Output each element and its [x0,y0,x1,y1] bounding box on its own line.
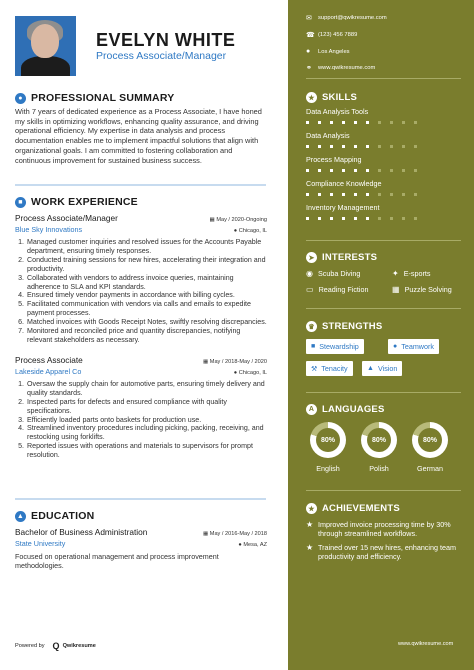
summary-section [15,92,267,165]
contact-location: Los Angeles [318,48,350,55]
star-icon: ★ [306,520,314,529]
interest-item: Puzzle Solving [404,285,452,294]
school-location: Mesa, AZ [243,542,267,548]
rating-dot [330,145,333,148]
rating-dot [306,193,309,196]
medal-icon: ★ [306,503,317,514]
skill-rating [306,217,464,220]
strength-label: Tenacity [321,364,348,373]
rating-dot [414,169,417,172]
skills-title: SKILLS [322,92,357,103]
gamepad-icon: ✦ [392,269,399,278]
rating-dot [318,121,321,124]
divider [15,498,266,500]
divider [306,240,461,241]
rating-dot [342,121,345,124]
achievements-section [306,503,464,561]
book-icon: ▭ [306,285,314,294]
rating-dot [342,193,345,196]
rating-dot [318,145,321,148]
rocket-icon: ➤ [306,252,317,263]
education-title: EDUCATION [31,510,95,522]
skill-row [306,131,464,148]
school-name: State University [15,539,66,548]
phone-icon: ☎ [306,32,315,39]
qwikresume-logo-icon: Q [52,641,60,651]
rating-dot [342,145,345,148]
rating-dot [318,169,321,172]
rating-dot [402,121,405,124]
tenacity-icon: ⚒ [311,365,318,373]
rating-dot [378,169,381,172]
job-duties [15,380,267,460]
rating-dot [378,145,381,148]
company-name: Blue Sky Innovations [15,225,83,234]
strength-chip [362,361,402,376]
calendar-icon: ▦ [202,531,210,537]
job-duties [15,238,267,345]
skill-name: Process Mapping [306,155,362,164]
rating-dot [366,169,369,172]
skill-row [306,107,464,124]
strength-chip [306,361,353,376]
skill-row [306,203,464,220]
star-icon: ★ [306,543,314,552]
rating-dot [342,217,345,220]
summary-title: PROFESSIONAL SUMMARY [31,92,175,104]
duty-item: 3. Collaborated with vendors to address invoice queries, maintaining adherence to SLA and KPI standards. [26,274,267,292]
calendar-icon: ▦ [209,217,217,223]
interest-item: Scuba Diving [317,269,361,278]
pin-icon: ● [238,542,244,548]
interests-section [306,252,464,309]
divider [306,308,461,309]
email-icon: ✉ [306,15,312,22]
sidebar [288,0,474,670]
interest-item: Reading Fiction [318,285,369,294]
candidate-role: Process Associate/Manager [96,50,227,62]
duty-item: 4. Ensured timely vendor payments in accordance with billing cycles. [26,291,267,300]
rating-dot [342,169,345,172]
achievement-item: Trained over 15 new hires, enhancing team productivity and efficiency. [318,543,456,561]
rating-dot [318,217,321,220]
education-section [15,510,267,570]
skill-name: Data Analysis [306,131,350,140]
achievement-item: Improved invoice processing time by 30% through streamlined workflows. [318,520,451,538]
rating-dot [306,169,309,172]
duty-item: 3. Efficiently loaded parts onto baskets for production use. [26,416,267,425]
language-ring [361,422,397,458]
job-dates: May / 2020-Ongoing [216,217,267,223]
rating-dot [402,217,405,220]
rating-dot [390,121,393,124]
candidate-name: EVELYN WHITE [96,30,236,50]
footer-site[interactable]: www.qwikresume.com [398,641,454,647]
rating-dot [378,193,381,196]
profile-photo [15,16,76,76]
rating-dot [318,193,321,196]
duty-item: 5. Facilitated communication with vendors via calls and emails to expedite payment processes. [26,300,267,318]
briefcase-icon: ■ [15,197,26,208]
rating-dot [378,121,381,124]
rating-dot [414,193,417,196]
pin-icon: ● [233,228,239,234]
rating-dot [402,145,405,148]
summary-text: With 7 years of dedicated experience as a Process Associate, I have honed my skills in optimizing workflows, enhancing quality assurance, and driving operational efficiency. My expertise in data analysis and process documentation enables me to implement impactful solutions that align with organizational goals. I am committed to fostering collaboration and continuous improvement for sustained business success. [15,107,262,165]
job-entry [15,355,267,460]
rating-dot [330,121,333,124]
lightbulb-icon: ★ [306,92,317,103]
strength-label: Vision [377,364,398,373]
rating-dot [414,145,417,148]
job-dates: May / 2018-May / 2020 [209,358,267,365]
brand-name: Qwikresume [62,643,96,649]
graduation-cap-icon: ▲ [16,512,25,520]
education-text: Focused on operational management and process improvement methodologies. [15,552,219,570]
skill-rating [306,169,464,172]
rating-dot [330,217,333,220]
divider [15,184,266,186]
rating-dot [306,145,309,148]
rating-dot [306,121,309,124]
divider [306,78,461,79]
rating-dot [354,169,357,172]
rating-dot [366,217,369,220]
rating-dot [306,217,309,220]
languages-section [306,404,464,482]
interests-title: INTERESTS [322,252,378,263]
diving-icon: ◉ [306,269,313,278]
skill-name: Compliance Knowledge [306,179,382,188]
language-name: English [316,464,340,473]
skill-row [306,155,464,172]
strength-chip [388,339,439,354]
strength-label: Teamwork [401,342,434,351]
duty-item: 4. Streamlined inventory procedures including picking, packing, receiving, and restocking using forklifts. [26,424,267,442]
skill-row [306,179,464,196]
job-location: Chicago, IL [238,228,267,234]
rating-dot [402,193,405,196]
rating-dot [354,145,357,148]
rating-dot [366,145,369,148]
experience-title: WORK EXPERIENCE [31,196,138,208]
rating-dot [354,193,357,196]
rating-dot [390,145,393,148]
language-name: Polish [369,464,389,473]
skills-list [306,107,464,220]
powered-label: Powered by [15,643,45,649]
contact-email[interactable]: support@qwikresume.com [318,15,387,21]
job-location: Chicago, IL [238,369,267,376]
language-ring [310,422,346,458]
trophy-icon: ♛ [306,321,317,332]
language-ring [412,422,448,458]
rating-dot [414,121,417,124]
contact-phone: (123) 456 7889 [318,32,358,38]
rating-dot [402,169,405,172]
divider [306,392,461,393]
language-percent: 80% [367,428,391,452]
globe-icon: ⚭ [306,65,312,72]
team-icon: ● [393,343,398,350]
interest-item: E-sports [403,269,431,278]
strengths-title: STRENGTHS [322,321,383,332]
languages-title: LANGUAGES [322,404,385,415]
vision-icon: ▲ [367,365,374,372]
location-icon: ● [306,48,311,55]
puzzle-icon: ▦ [392,285,400,294]
duty-item: 7. Monitored and reconciled price and quantity discrepancies, notifying relevant stakeholders as necessary. [26,327,267,345]
contact-section [306,14,387,72]
degree-name: Bachelor of Business Administration [15,527,148,537]
job-title: Process Associate [15,354,83,365]
job-entry [15,213,267,345]
duty-item: 1. Managed customer inquiries and resolved issues for the Accounts Payable department, ensuring timely responses. [26,238,267,256]
divider [306,490,461,491]
rating-dot [366,121,369,124]
footer-powered [15,641,96,651]
rating-dot [354,121,357,124]
strength-label: Stewardship [319,342,359,351]
skill-rating [306,121,464,124]
rating-dot [366,193,369,196]
rating-dot [330,193,333,196]
strengths-section [306,321,464,381]
language-percent: 80% [316,428,340,452]
language-icon: A [306,404,317,415]
duty-item: 2. Conducted training sessions for new hires, accelerating their integration and productivity. [26,256,267,274]
person-icon: ● [15,93,26,104]
contact-website[interactable]: www.qwikresume.com [318,65,376,71]
skill-name: Inventory Management [306,203,380,212]
rating-dot [390,193,393,196]
pin-icon: ● [233,369,239,376]
skill-rating [306,145,464,148]
rating-dot [354,217,357,220]
achievements-title: ACHIEVEMENTS [322,503,400,514]
job-title: Process Associate/Manager [15,213,118,223]
duty-item: 5. Reported issues with operations and materials to supervisors for prompt resolution. [26,442,267,460]
duty-item: 2. Inspected parts for defects and ensured compliance with quality specifications. [26,398,267,416]
duty-item: 1. Oversaw the supply chain for automotive parts, ensuring timely delivery and quality standards. [26,380,267,398]
stewardship-icon: ■ [311,343,316,350]
skills-section [306,92,464,220]
rating-dot [390,169,393,172]
rating-dot [330,169,333,172]
skill-rating [306,193,464,196]
rating-dot [414,217,417,220]
skill-name: Data Analysis Tools [306,107,369,116]
language-name: German [417,464,443,473]
language-percent: 80% [418,428,442,452]
experience-section [15,196,267,460]
calendar-icon: ▦ [202,358,210,365]
education-dates: May / 2016-May / 2018 [209,531,267,537]
duty-item: 6. Matched invoices with Goods Receipt Notes, swiftly resolving discrepancies. [26,318,267,327]
rating-dot [390,217,393,220]
strength-chip [306,339,364,354]
rating-dot [378,217,381,220]
company-name: Lakeside Apparel Co [15,366,82,376]
